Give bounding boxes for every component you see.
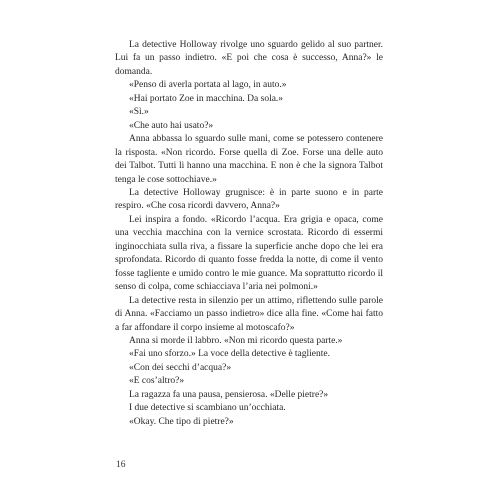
- paragraph: Lei inspira a fondo. «Ricordo l’acqua. Era grigia e opaca, come una vecchia macchina con la vernice scrostata. Ricordo di essermi inginocchiata sulla riva, a fissare la superficie anche dopo che lei era sprofondata. Ricordo di quanto fosse fredda la notte, di come il vento fosse tagliente e umido contro le mie guance. Ma soprattutto ricordo il senso di colpa, come schiacciava l’aria nei polmoni.»: [115, 214, 383, 293]
- paragraph: Anna si morde il labbro. «Non mi ricordo questa parte.»: [129, 335, 343, 346]
- paragraph: «Okay. Che tipo di pietre?»: [129, 416, 234, 427]
- paragraph: «Con dei secchi d’acqua?»: [129, 362, 232, 373]
- paragraph: La detective resta in silenzio per un attimo, riflettendo sulle parole di Anna. «Facciamo un passo indietro» dice alla fine. «Come hai fatto a far affondare il corpo insieme al motoscafo?»: [115, 295, 383, 333]
- paragraph: La ragazza fa una pausa, pensierosa. «Delle pietre?»: [129, 389, 329, 400]
- paragraph: Anna abbassa lo sguardo sulle mani, come se potessero contenere la risposta. «Non ricordo. Forse quella di Zoe. Forse una delle auto dei Talbot. Tutti lì hanno una macchina. E non è che la signora Talbot tenga le cose sottochiave.»: [115, 134, 383, 185]
- paragraph: I due detective si scambiano un’occhiata.: [129, 403, 286, 414]
- paragraph: «Sì.»: [129, 107, 149, 118]
- paragraph: La detective Holloway grugnisce: è in parte suono e in parte respiro. «Che cosa ricordi davvero, Anna?»: [115, 187, 383, 212]
- page-number: 16: [116, 460, 126, 470]
- paragraph: «Fai uno sforzo.» La voce della detective è tagliente.: [129, 349, 331, 360]
- paragraph: «Che auto hai usato?»: [129, 120, 214, 131]
- paragraph: «Hai portato Zoe in macchina. Da sola.»: [129, 93, 284, 104]
- paragraph: «Penso di averla portata al lago, in auto.»: [129, 80, 287, 91]
- paragraph: La detective Holloway rivolge uno sguardo gelido al suo partner. Lui fa un passo indietro. «E poi che cosa è successo, Anna?» le domanda.: [115, 40, 383, 77]
- body-text: [115, 39, 383, 429]
- paragraph: «E cos’altro?»: [129, 376, 185, 387]
